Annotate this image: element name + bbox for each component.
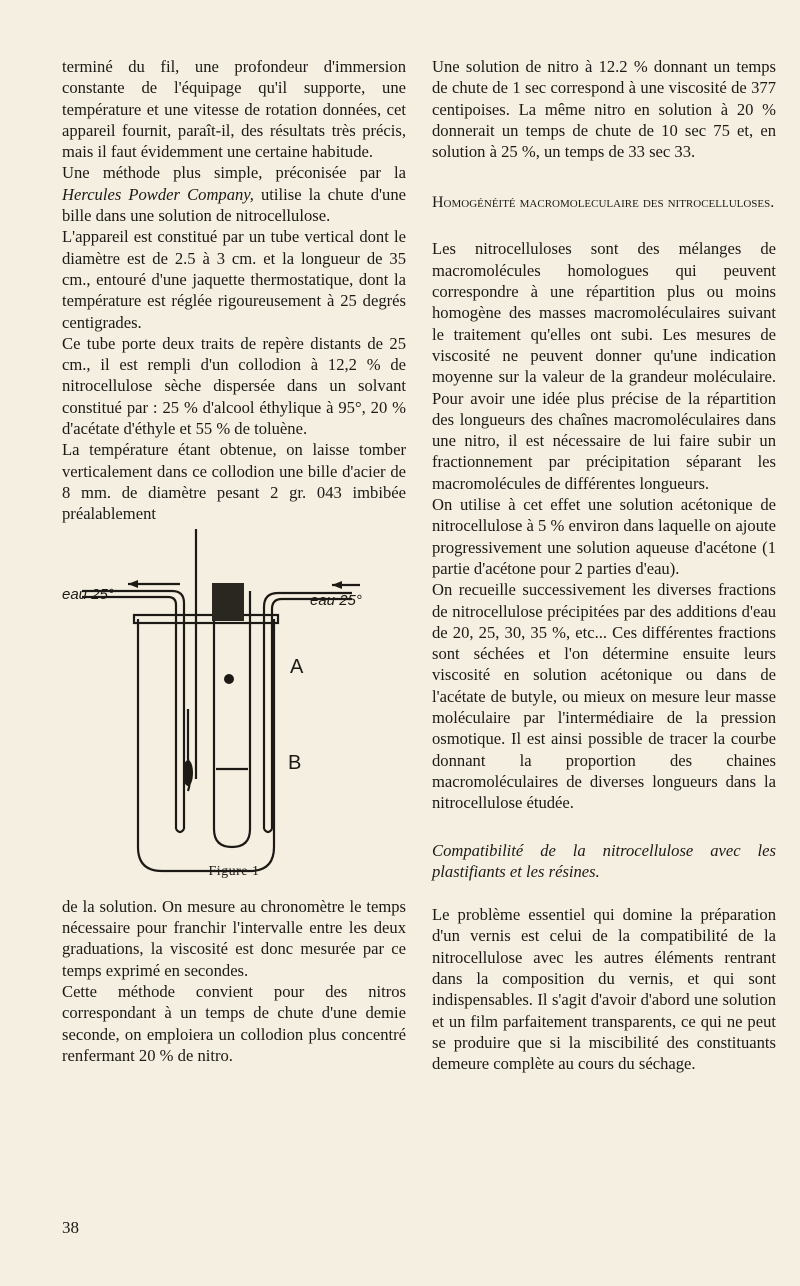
paragraph: de la solution. On mesure au chronomètre le temps nécessaire pour franchir l'intervalle entre les deux graduations, la viscosité est donc mesurée par ce temps exprimé en secondes.: [62, 896, 406, 980]
paragraph: Une solution de nitro à 12.2 % donnant un temps de chute de 1 sec correspond à une viscosité de 377 centipoises. La même nitro en solution à 20 % donnerait un temps de chute de 10 sec 75 et, en solution à 25 %, un temps de 33 sec 33.: [432, 57, 776, 162]
company-name: Hercules Powder Company,: [62, 184, 254, 204]
paragraph: Les nitrocelluloses sont des mélanges de macromolécules homologues qui peuvent correspondre à une répartition plus ou moins homogène des masses macromoléculaires suivant le traitement qu'elles ont subi. Les mesures de viscosité ne peuvent donner qu'une indication moyenne sur la valeur de la grandeur moléculaire. Pour avoir une idée plus précise de la répartition des longueurs des chaînes macromoléculaires dans une nitro, il est nécessaire de lui faire subir un fractionnement par précipitation séparant les macromolécules de différentes longueurs.: [432, 239, 776, 493]
paragraph: Ce tube porte deux traits de repère distants de 25 cm., il est rempli d'un collodion à 12,2 % de nitrocellulose sèche dispersée dans un solvant constitué par : 25 % d'alcool éthylique à 95°, 20 % d'acétate d'éthyle et 55 % de toluène.: [62, 333, 406, 439]
paragraph: Le problème essentiel qui domine la préparation d'un vernis est celui de la compatibilité de la nitrocellulose avec les autres éléments rentrant dans la composition du vernis, et qui sont indispensables. Il s'agit d'avoir d'abord une solution et un film parfaitement transparents, ce qui ne peut se produire que si la miscibilité des constituants demeure complète au cours du séchage.: [432, 905, 776, 1074]
inner-tube-outline: [214, 591, 250, 847]
figure-caption: Figure 1: [208, 863, 260, 879]
paragraph: On recueille successivement les diverses fractions de nitrocellulose précipitées par des additions d'eau de 20, 25, 30, 35 %, etc... Ces différentes fractions sont séchées et l'on détermine ensuite leurs viscosité en solution acétonique ou dans de l'acétate de butyle, ou mieux on mesure leur masse moléculaire par l'intermédiaire de la pression osmotique. Il est ainsi possible de tracer la courbe donnant la proportion des chaines macromoléculaires de diverses longueurs dans la nitrocellulose étudée.: [432, 580, 776, 813]
right-column: [432, 56, 776, 1074]
jacket-outline: [138, 619, 274, 871]
section-heading: Homogénéité macromoleculaire des nitrocelluloses.: [432, 194, 775, 212]
paragraph: L'appareil est constitué par un tube vertical dont le diamètre est de 2.5 à 3 cm. et la longueur de 35 cm., entouré d'une jaquette thermostatique, dont la température est réglée rigoureusement à 25 degrés centigrades.: [62, 227, 406, 332]
bulb: [183, 760, 193, 786]
left-column: [62, 56, 406, 1066]
label-a: A: [290, 655, 304, 678]
steel-ball: [224, 674, 234, 684]
label-b: B: [288, 751, 302, 774]
paragraph: Une méthode plus simple, préconisée par la Hercules Powder Company, utilise la chute d'une bille dans une solution de nitrocellulose.: [62, 163, 406, 226]
stopper: [212, 583, 244, 621]
viscometer-diagram: [62, 529, 406, 881]
water-label-left: eau 25°: [62, 585, 114, 603]
page-number: 38: [62, 1218, 79, 1237]
paragraph: terminé du fil, une profondeur d'immersion constante de l'équipage qu'il supporte, une température et une vitesse de rotation données, cet appareil fournit, paraît-il, des résultats très précis, mais il faut évidemment une certaine habitude.: [62, 57, 406, 162]
cap-plate: [134, 615, 278, 623]
paragraph: Cette méthode convient pour des nitros correspondant à un temps de chute d'une demie seconde, on emploiera un collodion plus concentré renfermant 20 % de nitro.: [62, 982, 406, 1065]
inlet-pipe: [82, 591, 184, 829]
water-label-right: eau 25°: [310, 591, 362, 609]
section-subheading: Compatibilité de la nitrocellulose avec les plastifiants et les résines.: [432, 840, 776, 881]
paragraph: La température étant obtenue, on laisse tomber verticalement dans ce collodion une bille d'acier de 8 mm. de diamètre pesant 2 gr. 043 imbibée préalablement: [62, 440, 406, 524]
outlet-pipe: [264, 593, 352, 829]
viscometer-figure: [62, 529, 406, 881]
paragraph: On utilise à cet effet une solution acétonique de nitrocellulose à 5 % environ dans laquelle on ajoute progressivement une solution aqueuse d'acétone (1 partie d'acétone pour 2 parties d'eau).: [432, 495, 776, 578]
